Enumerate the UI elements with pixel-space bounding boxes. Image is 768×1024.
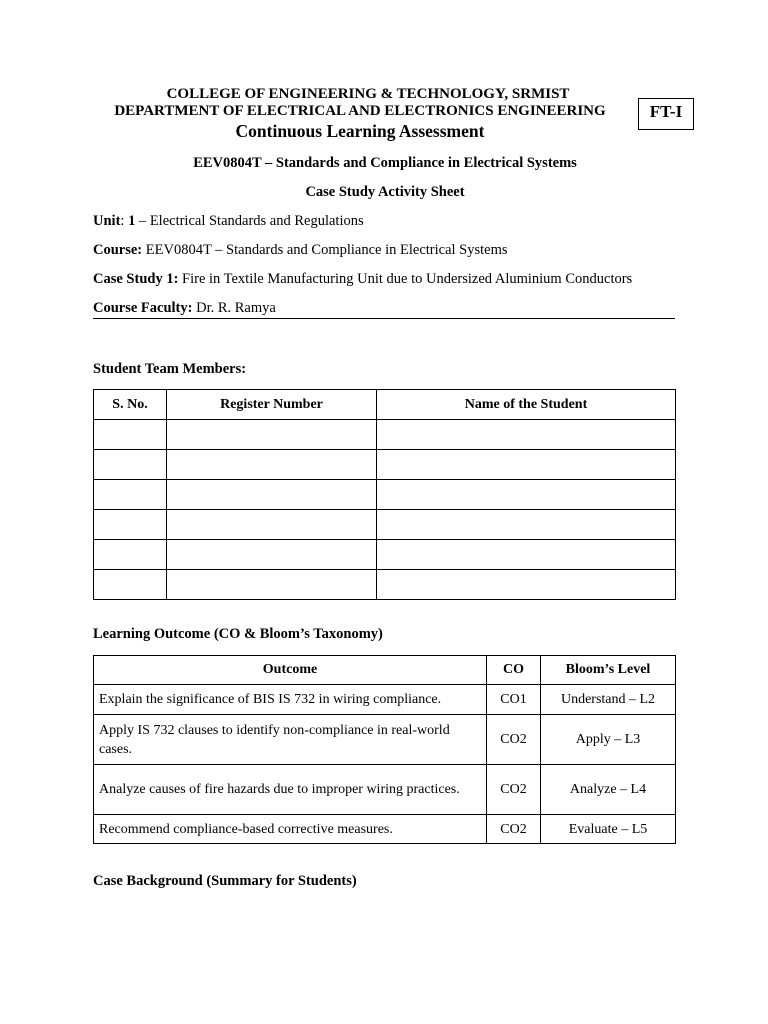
- course-label: Course:: [93, 242, 143, 258]
- cell-sno[interactable]: [94, 450, 167, 480]
- unit-colon: :: [120, 213, 129, 229]
- assessment-title: Continuous Learning Assessment: [235, 121, 485, 141]
- department-name: DEPARTMENT OF ELECTRICAL AND ELECTRONICS ENGINEERING: [114, 103, 606, 119]
- cell-register[interactable]: [167, 450, 377, 480]
- unit-number: 1: [128, 213, 136, 229]
- col-co: CO: [487, 656, 541, 685]
- cell-name[interactable]: [377, 570, 676, 600]
- case-study-line: [93, 271, 632, 288]
- cell-sno[interactable]: [94, 420, 167, 450]
- outcome-co: CO2: [487, 815, 541, 844]
- table-row: [94, 815, 676, 844]
- table-row: [94, 715, 676, 765]
- outcome-text: Recommend compliance-based corrective measures.: [94, 815, 487, 844]
- cell-name[interactable]: [377, 420, 676, 450]
- case-study-text: Fire in Textile Manufacturing Unit due to Undersized Aluminium Conductors: [178, 271, 633, 287]
- cell-name[interactable]: [377, 450, 676, 480]
- outcomes-heading: Learning Outcome (CO & Bloom’s Taxonomy): [93, 626, 383, 642]
- table-row: [94, 450, 676, 480]
- college-name: COLLEGE OF ENGINEERING & TECHNOLOGY, SRMIST: [166, 86, 570, 102]
- table-row: [94, 480, 676, 510]
- cell-register[interactable]: [167, 420, 377, 450]
- divider-rule: [93, 318, 675, 319]
- unit-line: [93, 213, 364, 230]
- col-register-number: Register Number: [167, 390, 377, 420]
- table-row: [94, 765, 676, 815]
- table-row: [94, 540, 676, 570]
- cell-register[interactable]: [167, 540, 377, 570]
- outcome-text: Apply IS 732 clauses to identify non-compliance in real-world cases.: [94, 715, 487, 765]
- outcomes-table: [93, 655, 676, 844]
- team-table-header: [94, 390, 676, 420]
- cell-name[interactable]: [377, 480, 676, 510]
- cell-name[interactable]: [377, 510, 676, 540]
- outcome-level: Evaluate – L5: [541, 815, 676, 844]
- cell-register[interactable]: [167, 570, 377, 600]
- table-row: [94, 685, 676, 715]
- table-row: [94, 420, 676, 450]
- cell-sno[interactable]: [94, 480, 167, 510]
- team-table: [93, 389, 676, 600]
- unit-label: Unit: [93, 213, 121, 229]
- outcomes-table-header: [94, 656, 676, 685]
- col-blooms-level: Bloom’s Level: [541, 656, 676, 685]
- col-sno: S. No.: [94, 390, 167, 420]
- faculty-line: [93, 300, 276, 317]
- outcome-level: Apply – L3: [541, 715, 676, 765]
- cell-sno[interactable]: [94, 540, 167, 570]
- sheet-title: Case Study Activity Sheet: [305, 184, 465, 200]
- outcome-level: Understand – L2: [541, 685, 676, 715]
- team-heading: Student Team Members:: [93, 361, 247, 377]
- case-background-heading: Case Background (Summary for Students): [93, 873, 357, 889]
- outcome-co: CO2: [487, 715, 541, 765]
- cell-name[interactable]: [377, 540, 676, 570]
- col-student-name: Name of the Student: [377, 390, 676, 420]
- cell-register[interactable]: [167, 480, 377, 510]
- faculty-label: Course Faculty:: [93, 300, 193, 316]
- faculty-text: Dr. R. Ramya: [192, 300, 276, 316]
- col-outcome: Outcome: [94, 656, 487, 685]
- outcome-level: Analyze – L4: [541, 765, 676, 815]
- table-row: [94, 510, 676, 540]
- cell-register[interactable]: [167, 510, 377, 540]
- course-text: EEV0804T – Standards and Compliance in Electrical Systems: [142, 242, 508, 258]
- unit-text: – Electrical Standards and Regulations: [135, 213, 364, 229]
- form-code-box: FT-I: [638, 98, 694, 130]
- outcome-co: CO1: [487, 685, 541, 715]
- course-title: EEV0804T – Standards and Compliance in Electrical Systems: [193, 155, 577, 171]
- outcome-text: Analyze causes of fire hazards due to improper wiring practices.: [94, 765, 487, 815]
- table-row: [94, 570, 676, 600]
- case-study-label: Case Study 1:: [93, 271, 179, 287]
- cell-sno[interactable]: [94, 510, 167, 540]
- outcome-co: CO2: [487, 765, 541, 815]
- course-line: [93, 242, 508, 259]
- cell-sno[interactable]: [94, 570, 167, 600]
- outcome-text: Explain the significance of BIS IS 732 in wiring compliance.: [94, 685, 487, 715]
